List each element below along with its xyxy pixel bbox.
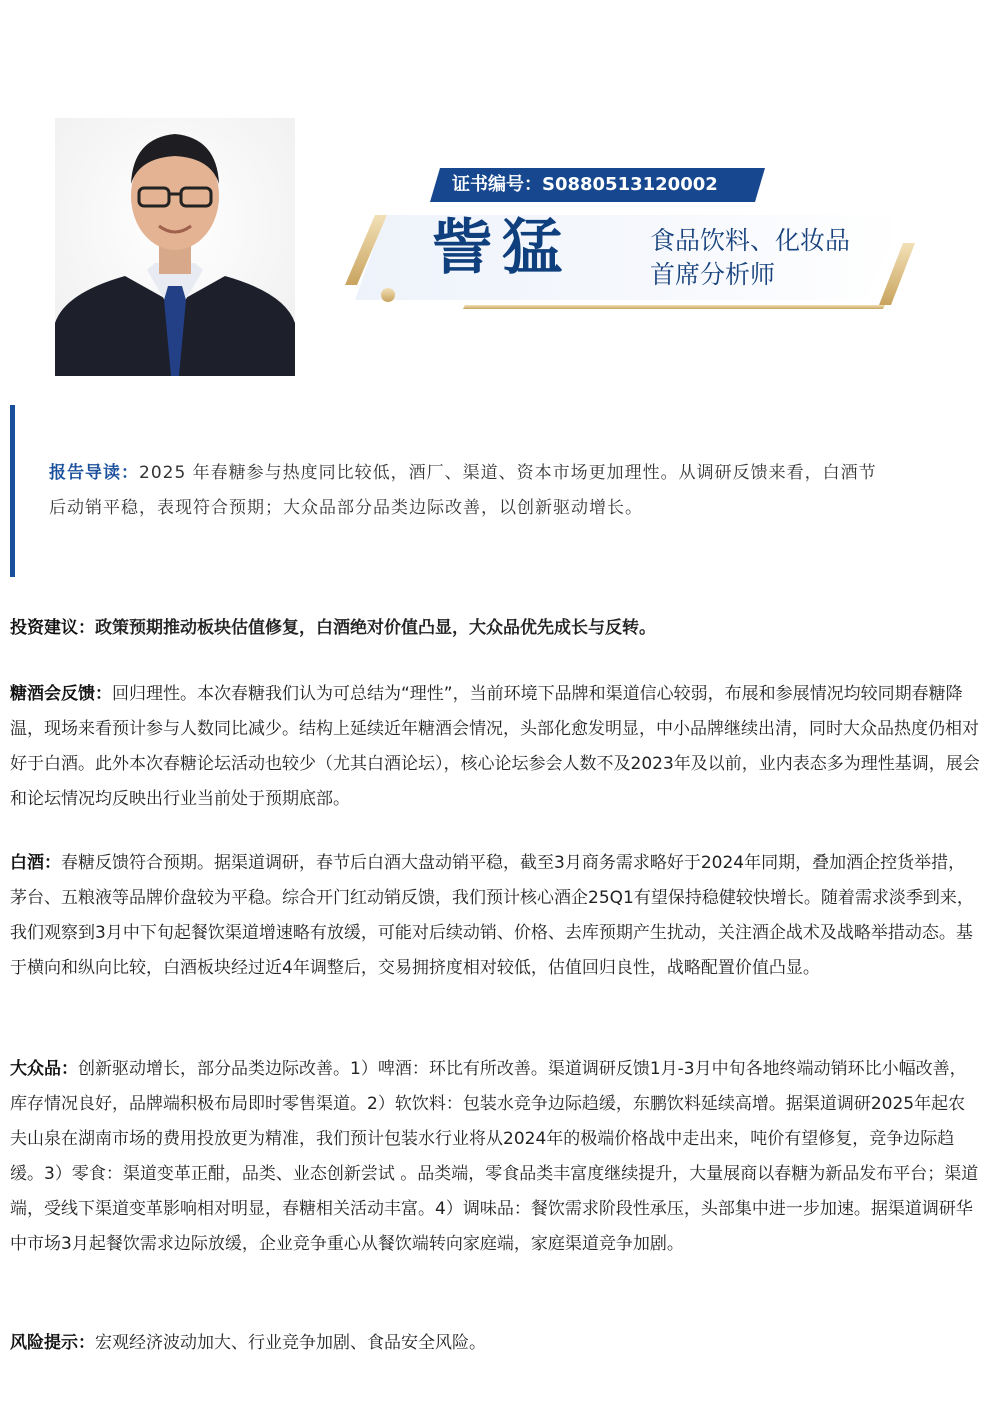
- candy-fair-label: 糖酒会反馈：: [10, 684, 112, 704]
- report-guide: [49, 456, 889, 526]
- certificate-number: 证书编号：S0880513120002: [452, 174, 718, 195]
- baijiu-label: 白酒：: [10, 853, 61, 873]
- candy-fair-text: 回归理性。本次春糖我们认为可总结为“理性”，当前环境下品牌和渠道信心较弱，布展和参展情况均较同期春糖降温，现场来看预计参与人数同比减少。结构上延续近年糖酒会情况，头部化愈发明显，中小品牌继续出清，同时大众品热度仍相对好于白酒。此外本次春糖论坛活动也较少（尤其白酒论坛），核心论坛参会人数不及2023年及以前，业内表态多为理性基调，展会和论坛情况均反映出行业当前处于预期底部。: [10, 684, 980, 809]
- baijiu-section: [10, 846, 982, 986]
- mass-goods-section: [10, 1052, 982, 1262]
- candy-fair-feedback: [10, 677, 982, 817]
- risk-warning-label: 风险提示：: [10, 1333, 95, 1353]
- report-header: [0, 0, 992, 400]
- investment-advice-label: 投资建议：: [10, 618, 95, 638]
- investment-advice: [10, 611, 982, 646]
- risk-warning: [10, 1326, 982, 1361]
- risk-warning-text: 宏观经济波动加大、行业竞争加剧、食品安全风险。: [95, 1333, 486, 1353]
- analyst-name: 訾猛: [432, 213, 572, 283]
- mass-goods-text: 创新驱动增长，部分品类边际改善。1）啤酒：环比有所改善。渠道调研反馈1月-3月中旬各地终端动销环比小幅改善，库存情况良好，品牌端积极布局即时零售渠道。2）软饮料：包装水竞争边际趋缓，东鹏饮料延续高增。据渠道调研2025年起农夫山泉在湖南市场的费用投放更为精准，我们预计包装水行业将从2024年的极端价格战中走出来，吨价有望修复，竞争边际趋缓。3）零食：渠道变革正酣，品类、业态创新尝试 。品类端，零食品类丰富度继续提升，大量展商以春糖为新品发布平台；渠道端，受线下渠道变革影响相对明显，春糖相关活动丰富。4）调味品：餐饮需求阶段性承压，头部集中进一步加速。据渠道调研华中市场3月起餐饮需求边际放缓，企业竞争重心从餐饮端转向家庭端，家庭渠道竞争加剧。: [10, 1059, 979, 1254]
- analyst-portrait: [55, 118, 295, 376]
- analyst-title-role: 首席分析师: [650, 260, 776, 289]
- report-guide-text: 2025 年春糖参与热度同比较低，酒厂、渠道、资本市场更加理性。从调研反馈来看，白酒节后动销平稳，表现符合预期；大众品部分品类边际改善，以创新驱动增长。: [49, 463, 877, 518]
- investment-advice-text: 政策预期推动板块估值修复，白酒绝对价值凸显，大众品优先成长与反转。: [95, 618, 656, 638]
- mass-goods-label: 大众品：: [10, 1059, 78, 1079]
- baijiu-text: 春糖反馈符合预期。据渠道调研，春节后白酒大盘动销平稳，截至3月商务需求略好于2024年同期，叠加酒企控货举措，茅台、五粮液等品牌价盘较为平稳。综合开门红动销反馈，我们预计核心酒企25Q1有望保持稳健较快增长。随着需求淡季到来，我们观察到3月中下旬起餐饮渠道增速略有放缓，可能对后续动销、价格、去库预期产生扰动，关注酒企战术及战略举措动态。基于横向和纵向比较，白酒板块经过近4年调整后，交易拥挤度相对较低，估值回归良性，战略配置价值凸显。: [10, 853, 974, 978]
- report-guide-label: 报告导读：: [49, 463, 139, 483]
- report-guide-box: [10, 405, 890, 577]
- analyst-title-field: 食品饮料、化妆品: [650, 226, 851, 255]
